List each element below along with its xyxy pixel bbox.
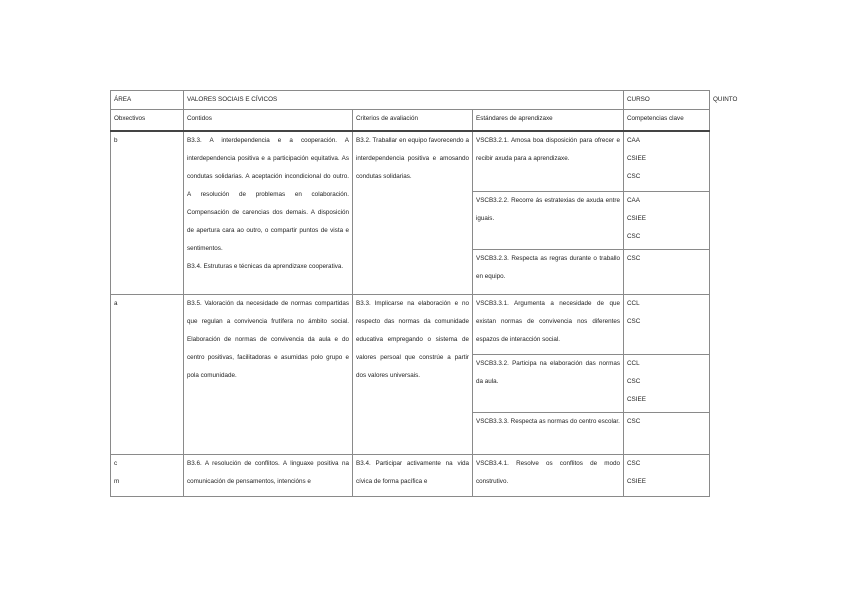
standard-cell: VSCB3.3.1. Argumenta a necesidade de que existan normas de convivencia nos diferentes espazos de interacción social. <box>473 294 624 354</box>
standard-cell: VSCB3.3.3. Respecta as normas do centro escolar. <box>473 412 624 454</box>
competence-code: CAA <box>627 196 640 204</box>
competences-cell <box>624 191 710 249</box>
standard-cell: VSCB3.4.1. Resolve os conflitos de modo construtivo. <box>473 454 624 496</box>
competence-code: CAA <box>627 137 640 144</box>
criteria-cell: B3.2. Traballar en equipo favorecendo a interdependencia positiva e amosando condutas solidarias. <box>353 131 473 294</box>
objective-code: m <box>114 477 120 485</box>
competence-code: CSC <box>627 232 641 240</box>
competence-code: CSC <box>627 254 641 262</box>
standard-cell: VSCB3.3.2. Participa na elaboración das normas da aula. <box>473 354 624 412</box>
table-row <box>111 294 710 354</box>
objective-cell: a <box>111 294 184 454</box>
competences-cell <box>624 354 710 412</box>
objective-cell: b <box>111 131 184 294</box>
competence-code: CCL <box>627 359 640 367</box>
competence-code: CSC <box>627 377 641 385</box>
competence-code: CSC <box>627 317 641 325</box>
col-contents: Contidos <box>184 110 353 132</box>
competences-cell <box>624 294 710 354</box>
standard-cell: VSCB3.2.3. Respecta as regras durante o traballo en equipo. <box>473 249 624 294</box>
header-row: ÁREA VALORES SOCIAIS E CÍVICOS CURSO QUINTO <box>111 91 710 110</box>
contents-cell <box>184 131 353 294</box>
competence-code: CSC <box>627 417 641 425</box>
objective-code: c <box>114 459 118 467</box>
area-label: ÁREA <box>111 91 184 110</box>
column-header-row <box>111 110 710 132</box>
competences-cell <box>624 454 710 496</box>
competence-code: CSIEE <box>627 155 646 162</box>
criteria-cell: B3.4. Participar activamente na vida cívica de forma pacífica e <box>353 454 473 496</box>
standard-cell: VSCB3.2.1. Amosa boa disposición para ofrecer e recibir axuda para a aprendizaxe. <box>473 131 624 191</box>
competence-code: CSIEE <box>627 214 646 222</box>
col-objectives: Obxectivos <box>111 110 184 132</box>
table-row <box>111 131 710 191</box>
competence-code: CCL <box>627 299 640 307</box>
col-standards: Estándares de aprendizaxe <box>473 110 624 132</box>
curriculum-table <box>110 90 738 497</box>
competences-cell <box>624 131 710 191</box>
area-value: VALORES SOCIAIS E CÍVICOS <box>184 91 624 110</box>
contents-cell: B3.6. A resolución de conflitos. A linguaxe positiva na comunicación de pensamentos, intencións e <box>184 454 353 496</box>
competence-code: CSIEE <box>627 477 646 485</box>
competence-code: CSC <box>627 173 641 180</box>
table-row <box>111 454 710 496</box>
competence-code: CSC <box>627 459 641 467</box>
contents-text: B3.4. Estruturas e técnicas da aprendizaxe cooperativa. <box>187 263 344 270</box>
col-competences: Competencias clave <box>624 110 710 132</box>
criteria-cell: B3.3. Implicarse na elaboración e no respecto das normas da comunidade educativa empregando o sistema de valores persoal que constrúe a partir dos valores universais. <box>353 294 473 454</box>
contents-text: B3.3. A interdependencia e a cooperación. A interdependencia positiva e a participación equitativa. As condutas solidarias. A aceptación incondicional do outro. A resolución de problemas en colaboración. Compensación de carencias dos demais. A disposición de apertura cara ao outro, o compartir puntos de vista e sentimentos. <box>187 137 349 252</box>
objective-cell <box>111 454 184 496</box>
competence-code: CSIEE <box>627 395 646 403</box>
contents-cell: B3.5. Valoración da necesidade de normas compartidas que regulan a convivencia frutífera no ámbito social. Elaboración de normas de convivencia da aula e do centro positivas, facilitadoras e asumidas polo grupo e pola comunidade. <box>184 294 353 454</box>
standard-cell: VSCB3.2.2. Recorre ás estratexias de axuda entre iguais. <box>473 191 624 249</box>
col-criteria: Criterios de avaliación <box>353 110 473 132</box>
competences-cell <box>624 412 710 454</box>
curso-label: CURSO <box>624 91 710 110</box>
competences-cell <box>624 249 710 294</box>
